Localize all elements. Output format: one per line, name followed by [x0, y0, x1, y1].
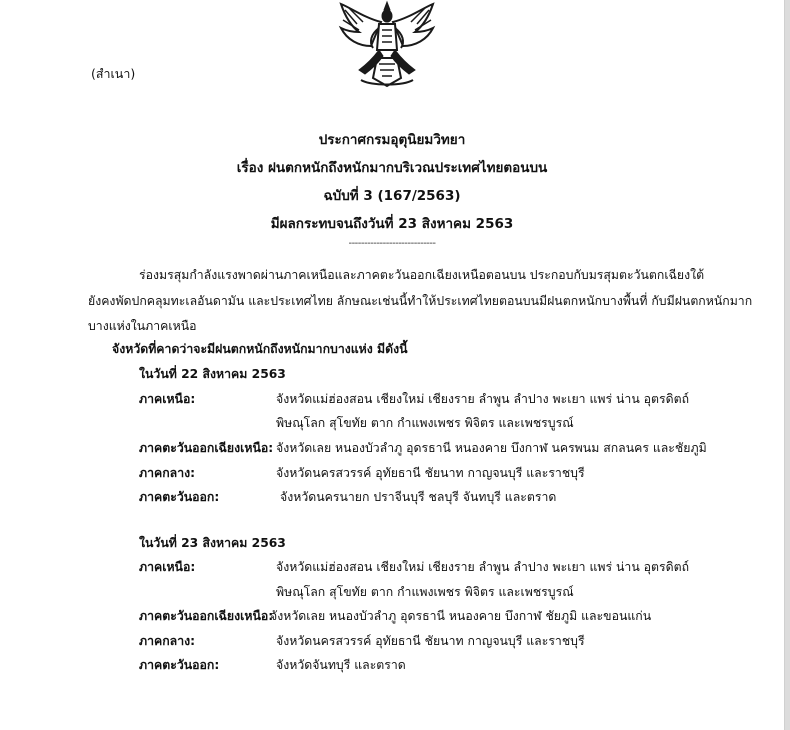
announcement-subject: เรื่อง ฝนตกหนักถึงหนักมากบริเวณประเทศไทยตอนบน: [236, 160, 548, 176]
day-1-east-label: ภาคตะวันออก:: [139, 490, 220, 504]
day-1-northeast-provinces: จังหวัดเลย หนองบัวลำภู อุดรธานี หนองคาย บึงกาฬ นครพนม สกลนคร และชัยภูมิ: [276, 441, 707, 455]
day-1-date: ในวันที่ 22 สิงหาคม 2563: [139, 367, 286, 381]
header-separator: ----------------------------: [348, 238, 436, 249]
announcement-title: ประกาศกรมอุตุนิยมวิทยา: [318, 132, 466, 148]
day-2-central-provinces: จังหวัดนครสวรรค์ อุทัยธานี ชัยนาท กาญจนบุรี และราชบุรี: [276, 634, 585, 648]
day-1-north-provinces-2: พิษณุโลก สุโขทัย ตาก กำแพงเพชร พิจิตร และเพชรบูรณ์: [276, 416, 574, 430]
day-2-north-provinces-2: พิษณุโลก สุโขทัย ตาก กำแพงเพชร พิจิตร และเพชรบูรณ์: [276, 585, 574, 599]
viewer-scrollbar[interactable]: [785, 0, 790, 730]
day-1-north-provinces-1: จังหวัดแม่ฮ่องสอน เชียงใหม่ เชียงราย ลำพูน ลำปาง พะเยา แพร่ น่าน อุตรดิตถ์: [276, 392, 690, 406]
day-1-east-provinces: จังหวัดนครนายก ปราจีนบุรี ชลบุรี จันทบุรี และตราด: [280, 490, 557, 504]
day-1-north-label: ภาคเหนือ:: [139, 392, 196, 406]
body-paragraph-line-2: ยังคงพัดปกคลุมทะเลอันดามัน และประเทศไทย ลักษณะเช่นนี้ทำให้ประเทศไทยตอนบนมีฝนตกหนักบางพื้นที่ กับมีฝนตกหนักมาก: [88, 294, 753, 308]
copy-label: (สำเนา): [91, 66, 136, 81]
day-2-date: ในวันที่ 23 สิงหาคม 2563: [139, 536, 286, 550]
day-1-northeast-label: ภาคตะวันออกเฉียงเหนือ:: [139, 441, 274, 455]
garuda-emblem-icon: [335, 0, 439, 92]
day-1-central-label: ภาคกลาง:: [139, 466, 196, 480]
day-2-north-label: ภาคเหนือ:: [139, 560, 196, 574]
announcement-effective-date: มีผลกระทบจนถึงวันที่ 23 สิงหาคม 2563: [270, 216, 514, 232]
announcement-issue: ฉบับที่ 3 (167/2563): [323, 188, 461, 204]
day-1-central-provinces: จังหวัดนครสวรรค์ อุทัยธานี ชัยนาท กาญจนบุรี และราชบุรี: [276, 466, 585, 480]
body-paragraph-line-3: บางแห่งในภาคเหนือ: [88, 319, 197, 333]
day-2-east-provinces: จังหวัดจันทบุรี และตราด: [276, 658, 406, 672]
forecast-heading: จังหวัดที่คาดว่าจะมีฝนตกหนักถึงหนักมากบางแห่ง มีดังนี้: [112, 342, 408, 356]
day-2-northeast-label: ภาคตะวันออกเฉียงเหนือ:: [139, 609, 274, 623]
day-2-east-label: ภาคตะวันออก:: [139, 658, 220, 672]
body-paragraph-line-1: ร่องมรสุมกำลังแรงพาดผ่านภาคเหนือและภาคตะวันออกเฉียงเหนือตอนบน ประกอบกับมรสุมตะวันตกเฉียงใต้: [139, 268, 705, 282]
day-2-northeast-provinces: จังหวัดเลย หนองบัวลำภู อุดรธานี หนองคาย บึงกาฬ ชัยภูมิ และขอนแก่น: [270, 609, 652, 623]
day-2-north-provinces-1: จังหวัดแม่ฮ่องสอน เชียงใหม่ เชียงราย ลำพูน ลำปาง พะเยา แพร่ น่าน อุตรดิตถ์: [276, 560, 690, 574]
day-2-central-label: ภาคกลาง:: [139, 634, 196, 648]
